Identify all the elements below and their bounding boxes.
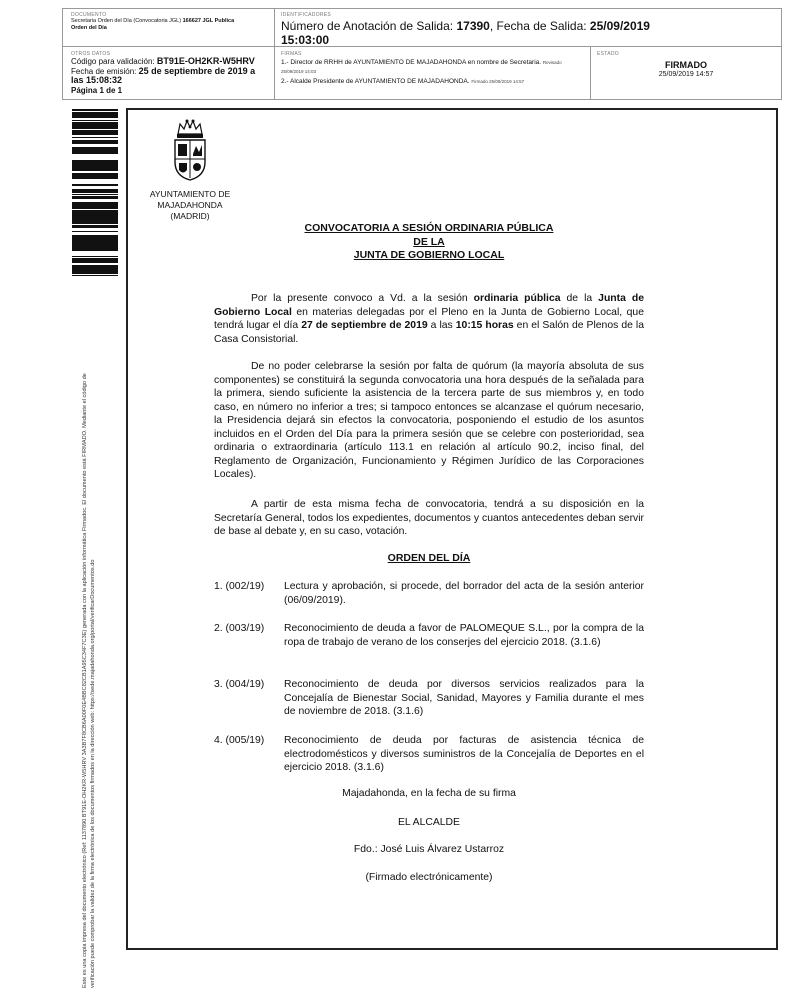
pagina-count: Página 1 de 1 <box>71 85 123 95</box>
otros-datos-label: OTROS DATOS <box>71 51 111 57</box>
paragraph-quorum: De no poder celebrarse la sesión por falta de quórum (la mayoría absoluta de sus componentes) se constituirá la segunda convocatoria una hora después de la señalada para la primera, siendo suficiente la asistencia de la tercera parte de sus miembros y, en todo caso, en número no inferior a tres; si tampoco entonces se alcanzase el quórum necesario, la Presidencia dejará sin efectos la convocatoria, posponiendo el estudio de los asuntos incluidos en el Orden del Día para la primera sesión que se celebre con posterioridad, sea ordinaria o extraordinaria (artículo 113.1 en relación al artículo 90.2, inciso final, del Reglamento de Organización, Funcionamiento y Régimen Jurídico de las Corporaciones Locales). <box>214 361 644 480</box>
documento-label: DOCUMENTO <box>71 12 107 18</box>
header-otros-datos-cell <box>63 47 275 99</box>
anotacion-salida: Número de Anotación de Salida: 17390, Fecha de Salida: 25/09/2019 15:03:00 <box>281 19 650 47</box>
agenda-item-text: Lectura y aprobación, si procede, del borrador del acta de la sesión anterior (06/09/2019). <box>284 581 644 606</box>
header-firmas-cell <box>275 47 591 99</box>
document-title: CONVOCATORIA A SESIÓN ORDINARIA PÚBLICA DE LA JUNTA DE GOBIERNO LOCAL <box>304 222 554 261</box>
signature-name: Fdo.: José Luis Álvarez Ustarroz <box>353 844 505 855</box>
side-verification-text: Este es una copia impresa del documento electrónico (Ref: 1137890 BT91E-OH2KR-W5HRV 3A3B7F8CB6A00F0E4BBC82CB1A95C34F7C3E) generada con la aplicación informática Firmadoc. El documento está FIRMADO. Mediante el código de verificación puede comprobar la validez de la firma electrónica de los documentos firmados en la dirección web: https://sede.majadahonda.org/portal/verificarDocumentos.do <box>82 373 96 988</box>
ayuntamiento-name: AYUNTAMIENTO DE MAJADAHONDA (MADRID) <box>149 189 231 221</box>
agenda-item <box>214 622 644 649</box>
header-identificadores-cell <box>275 9 781 47</box>
documento-line2: Orden del Día <box>71 25 107 31</box>
agenda-item <box>214 678 644 719</box>
agenda-item-number: 4. (005/19) <box>214 735 265 746</box>
orden-del-dia-title: ORDEN DEL DÍA <box>387 552 471 564</box>
signature-place-date: Majadahonda, en la fecha de su firma <box>342 788 516 799</box>
agenda-item-text: Reconocimiento de deuda a favor de PALOMEQUE S.L., por la compra de la ropa de trabajo de verano de los conserjes del ejercicio 2018. (3.1.6) <box>284 623 644 648</box>
agenda-item <box>214 734 644 775</box>
documento-line1: Secretaria Orden del Día (Convocatoria JGL) 166627 JGL Publica <box>71 18 235 24</box>
estado-value: FIRMADO <box>665 60 707 70</box>
estado-date: 25/09/2019 14:57 <box>658 71 714 78</box>
signature-note: (Firmado electrónicamente) <box>365 872 493 883</box>
coat-of-arms-icon <box>170 118 210 182</box>
paragraph-expedientes: A partir de esta misma fecha de convocatoria, tendrá a su disposición en la Secretaría General, todos los expedientes, documentos y cuantos antecedentes deban servir de base al debate y, en su caso, votación. <box>214 499 644 537</box>
firma-1: 1.- Director de RRHH de AYUNTAMIENTO DE MAJADAHONDA en nombre de Secretaria. Revisado 25/09/2019 14:03 <box>281 59 562 74</box>
agenda-item-number: 1. (002/19) <box>214 581 265 592</box>
document-header <box>62 8 782 100</box>
agenda-item-text: Reconocimiento de deuda por facturas de asistencia técnica de electrodomésticos y diversos suministros de la Concejalía de Deportes en el ejercicio 2018. (3.1.6) <box>284 735 644 773</box>
barcode-image <box>72 108 118 278</box>
firmas-label: FIRMAS <box>281 51 302 57</box>
signature-role: EL ALCALDE <box>398 817 460 828</box>
estado-label: ESTADO <box>597 51 619 57</box>
agenda-item <box>214 580 644 607</box>
paragraph-convocatoria: Por la presente convoco a Vd. a la sesión ordinaria pública de la Junta de Gobierno Local en materias delegadas por el Pleno en la Junta de Gobierno Local, que tendrá lugar el día 27 de septiembre de 2019 a las 10:15 horas en el Salón de Plenos de la Casa Consistorial. <box>214 293 645 345</box>
codigo-validacion: Código para validación: BT91E-OH2KR-W5HRV <box>71 56 255 66</box>
firma-2: 2.- Alcalde Presidente de AYUNTAMIENTO DE MAJADAHONDA. Firmado 25/09/2019 14:57 <box>281 78 525 85</box>
identificadores-label: IDENTIFICADORES <box>281 12 332 18</box>
agenda-item-text: Reconocimiento de deuda por diversos servicios realizados para la Concejalía de Bienestar Social, Sanidad, Mayores y Familia durante el mes de noviembre de 2018. (3.1.6) <box>284 679 644 717</box>
header-documento-cell <box>63 9 275 47</box>
header-estado-cell <box>591 47 781 99</box>
fecha-emision: Fecha de emisión: 25 de septiembre de 2019 a las 15:08:32 <box>71 65 256 85</box>
agenda-item-number: 3. (004/19) <box>214 679 265 690</box>
agenda-item-number: 2. (003/19) <box>214 623 265 634</box>
